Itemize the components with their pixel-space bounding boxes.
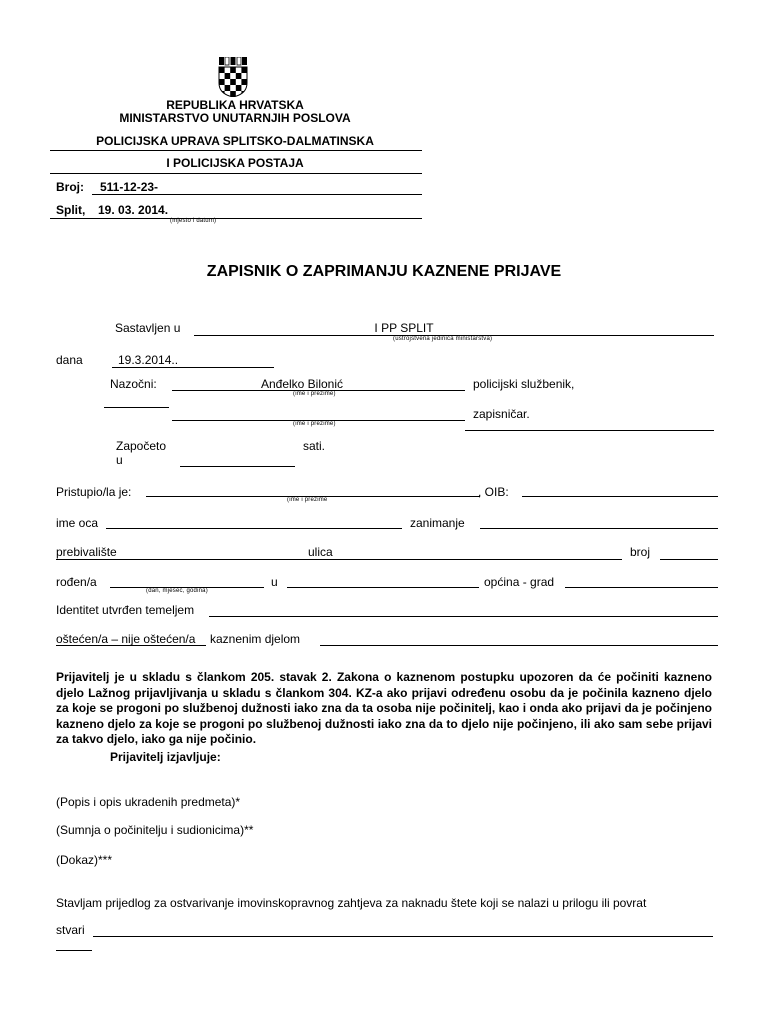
ministry-name: MINISTARSTVO UNUTARNJIH POSLOVA — [119, 111, 351, 125]
zapoceto-label-u: u — [116, 453, 123, 467]
identitet-underline[interactable] — [209, 616, 718, 617]
date-underline — [50, 218, 422, 219]
oib-label: , OIB: — [478, 485, 509, 499]
zapisnicar-extra-underline — [465, 430, 714, 431]
nazocni-label: Nazočni: — [110, 377, 157, 391]
policijski-label: policijski službenik, — [473, 377, 575, 391]
zapoceto-label: Započeto — [116, 439, 167, 453]
broj-house-underline[interactable] — [660, 559, 718, 560]
statement-heading: Prijavitelj izjavljuje: — [110, 750, 221, 764]
pristupio-label: Pristupio/la je: — [56, 485, 132, 499]
broj-label: Broj: — [56, 180, 84, 194]
broj-field[interactable]: 511-12-23- — [100, 180, 159, 194]
date-field[interactable]: 19. 03. 2014. — [98, 203, 169, 217]
osteceni-underline — [56, 645, 206, 646]
place-date-hint: (mjesto i datum) — [170, 218, 217, 224]
sastavljen-field[interactable]: I PP SPLIT — [374, 321, 434, 335]
header-divider — [50, 173, 422, 174]
republic-name: REPUBLIKA HRVATSKA — [166, 98, 304, 112]
croatian-coat-of-arms-icon — [218, 57, 248, 97]
warning-paragraph: Prijavitelj je u skladu s člankom 205. stavak 2. Zakona o kaznenom postupku upozoren da će počiniti kazneno djelo Lažnog prijavljivanja u skladu s člankom 304. KZ-a ako prijavi određenu osobu da je počinila kazneno djelo za koje se progoni po službenoj dužnosti iako zna da ta osoba nije počinitelj, kao i onda ako prijavi da je počinjeno kazneno djelo za koje se progoni po službenoj dužnosti iako zna da to djelo nije počinjeno, ili ako sam sebe prijavi za takvo djelo, iako ga nije počinio. — [56, 670, 712, 746]
statement-item-stolen-items: (Popis i opis ukradenih predmeta)* — [56, 795, 241, 809]
ulica-label: ulica — [308, 545, 333, 559]
zanimanje-underline[interactable] — [480, 528, 718, 529]
identitet-label: Identitet utvrđen temeljem — [56, 603, 195, 617]
name-hint: (ime i prezime) — [293, 391, 336, 397]
name-hint: (ime i prezime — [287, 497, 328, 503]
nazocni-extra-underline — [104, 407, 169, 408]
sastavljen-label: Sastavljen u — [115, 321, 181, 335]
place-label: Split, — [56, 203, 86, 217]
zanimanje-label: zanimanje — [410, 516, 465, 530]
osteceni-label: oštećen/a – nije oštećen/a — [56, 632, 196, 646]
sastavljen-hint: (ustrojstvena jedinica ministarstva) — [393, 336, 493, 342]
name-hint: (ime i prezime) — [293, 421, 336, 427]
dana-underline — [112, 367, 274, 368]
broj-house-label: broj — [630, 545, 651, 559]
header-divider — [50, 150, 422, 151]
police-administration: POLICIJSKA UPRAVA SPLITSKO-DALMATINSKA — [96, 134, 374, 148]
stvari-underline[interactable] — [93, 936, 713, 937]
proposal-text: Stavljam prijedlog za ostvarivanje imovinskopravnog zahtjeva za naknadu štete koji se nalazi u prilogu ili povrat — [56, 896, 647, 910]
stvari-label: stvari — [56, 923, 85, 937]
oib-underline[interactable] — [522, 496, 718, 497]
nazocni-field[interactable]: Anđelko Bilonić — [260, 377, 344, 391]
u-label: u — [271, 575, 278, 589]
dana-label: dana — [56, 353, 83, 367]
ime-oca-label: ime oca — [56, 516, 99, 530]
page-title: ZAPISNIK O ZAPRIMANJU KAZNENE PRIJAVE — [206, 263, 562, 280]
kaznenim-label: kaznenim djelom — [210, 632, 301, 646]
birthplace-underline[interactable] — [287, 587, 479, 588]
statement-item-suspect: (Sumnja o počinitelju i sudionicima)** — [56, 823, 254, 837]
prebivaliste-underline[interactable] — [56, 559, 622, 560]
opcina-label: općina - grad — [484, 575, 555, 589]
kaznenim-underline[interactable] — [320, 645, 718, 646]
rodjen-label: rođen/a — [56, 575, 97, 589]
birth-hint: (dan, mjesec, godina) — [146, 588, 208, 594]
police-station: I POLICIJSKA POSTAJA — [166, 156, 304, 170]
sati-label: sati. — [303, 439, 326, 453]
broj-underline — [92, 194, 422, 195]
statement-item-evidence: (Dokaz)*** — [56, 853, 113, 867]
zapisnicar-label: zapisničar. — [473, 407, 530, 421]
ime-oca-underline[interactable] — [106, 528, 402, 529]
stvari-extra-underline — [56, 950, 92, 951]
zapoceto-underline[interactable] — [180, 466, 295, 467]
opcina-underline[interactable] — [565, 587, 718, 588]
dana-field[interactable]: 19.3.2014.. — [118, 353, 179, 367]
prebivaliste-label: prebivalište — [56, 545, 117, 559]
